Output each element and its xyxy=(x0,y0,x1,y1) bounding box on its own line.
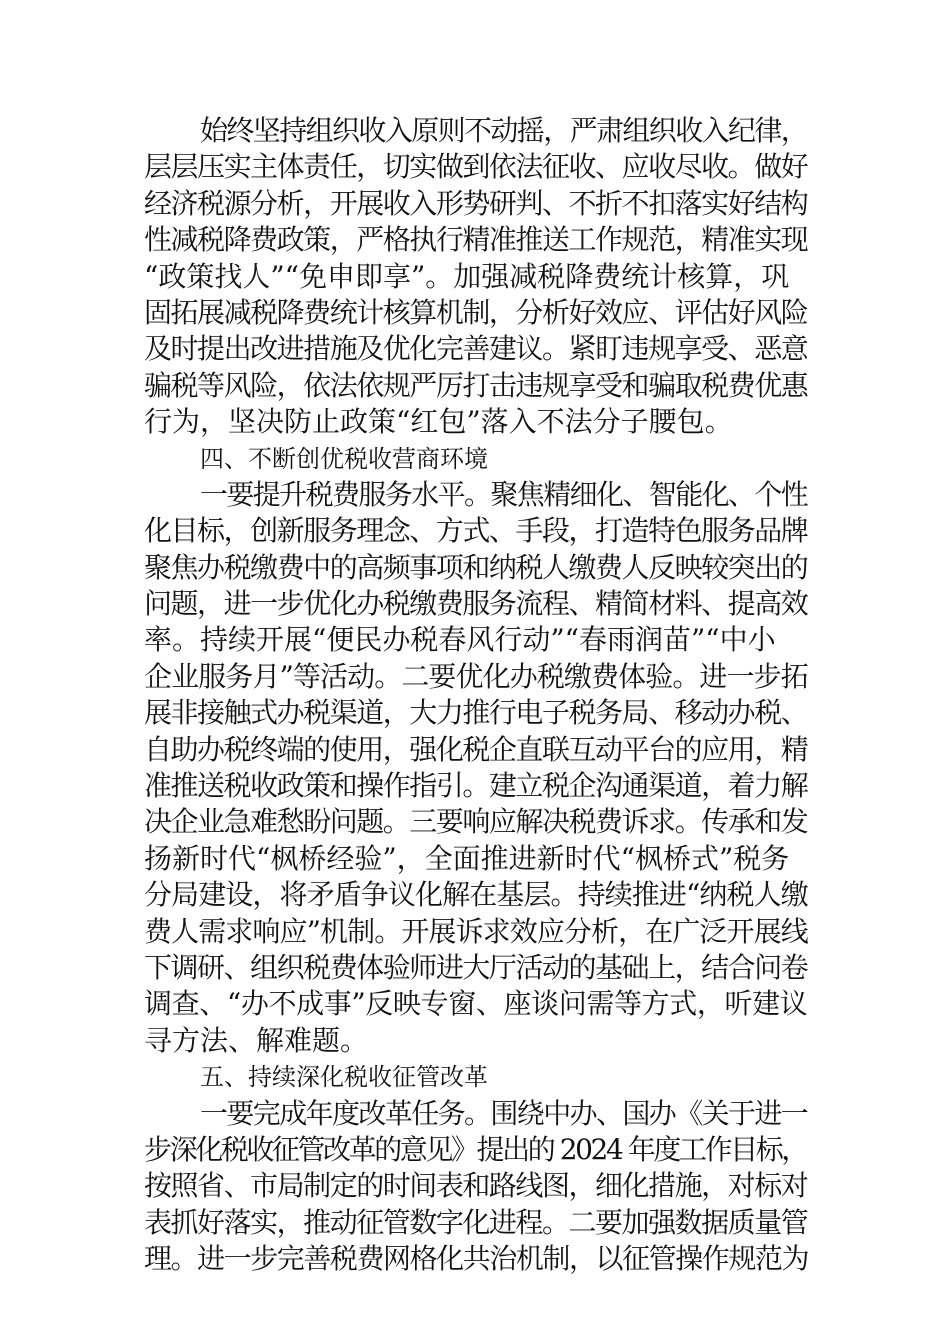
text-line: 表抓好落实，推动征管数字化进程。二要加强数据质量管 xyxy=(144,1205,808,1239)
text-line: 经济税源分析，开展收入形势研判、不折不扣落实好结构 xyxy=(144,186,808,220)
text-line: 按照省、市局制定的时间表和路线图，细化措施，对标对 xyxy=(144,1169,808,1203)
text-line: 骗税等风险，依法依规严厉打击违规享受和骗取税费优惠 xyxy=(144,368,808,402)
text-line: 费人需求响应”机制。开展诉求效应分析，在广泛开展线 xyxy=(144,914,808,948)
text-line: 理。进一步完善税费网格化共治机制，以征管操作规范为 xyxy=(144,1242,808,1276)
text-line: 层层压实主体责任，切实做到依法征收、应收尽收。做好 xyxy=(144,150,808,184)
text-line: 聚焦办税缴费中的高频事项和纳税人缴费人反映较突出的 xyxy=(144,550,808,584)
text-line: 化目标，创新服务理念、方式、手段，打造特色服务品牌 xyxy=(144,514,808,548)
text-line: 性减税降费政策，严格执行精准推送工作规范，精准实现 xyxy=(144,223,808,257)
section-heading: 四、不断创优税收营商环境 xyxy=(200,444,488,473)
text-line: 固拓展减税降费统计核算机制，分析好效应、评估好风险 xyxy=(144,295,808,329)
section-heading: 五、持续深化税收征管改革 xyxy=(200,1063,488,1092)
text-line: 准推送税收政策和操作指引。建立税企沟通渠道，着力解 xyxy=(144,769,808,803)
text-line: 一要完成年度改革任务。围绕中办、国办《关于进一 xyxy=(200,1096,808,1130)
text-line: 寻方法、解难题。 xyxy=(144,1023,369,1057)
text-line: 分局建设，将矛盾争议化解在基层。持续推进“纳税人缴 xyxy=(144,878,808,912)
text-line: 决企业急难愁盼问题。三要响应解决税费诉求。传承和发 xyxy=(144,805,808,839)
text-line: 一要提升税费服务水平。聚焦精细化、智能化、个性 xyxy=(200,477,808,511)
text-line: 自助办税终端的使用，强化税企直联互动平台的应用，精 xyxy=(144,732,808,766)
text-line: 企业服务月”等活动。二要优化办税缴费体验。进一步拓 xyxy=(144,659,808,693)
text-line: 调查、“办不成事”反映专窗、座谈问需等方式，听建议 xyxy=(144,987,808,1021)
text-line: 行为，坚决防止政策“红包”落入不法分子腰包。 xyxy=(144,405,733,439)
text-line: 下调研、组织税费体验师进大厅活动的基础上，结合问卷 xyxy=(144,950,808,984)
text-line: “政策找人”“免申即享”。加强减税降费统计核算，巩 xyxy=(144,259,790,293)
text-line: 扬新时代“枫桥经验”，全面推进新时代“枫桥式”税务 xyxy=(144,841,790,875)
document-body xyxy=(144,113,808,1278)
text-line: 步深化税收征管改革的意见》提出的 2024 年度工作目标， xyxy=(144,1132,807,1166)
text-line: 率。持续开展“便民办税春风行动”“春雨润苗”“中小 xyxy=(144,623,776,657)
text-line: 展非接触式办税渠道，大力推行电子税务局、移动办税、 xyxy=(144,696,808,730)
text-line: 及时提出改进措施及优化完善建议。紧盯违规享受、恶意 xyxy=(144,332,808,366)
text-line: 始终坚持组织收入原则不动摇，严肃组织收入纪律， xyxy=(200,114,808,147)
text-line: 问题，进一步优化办税缴费服务流程、精简材料、提高效 xyxy=(144,587,808,621)
